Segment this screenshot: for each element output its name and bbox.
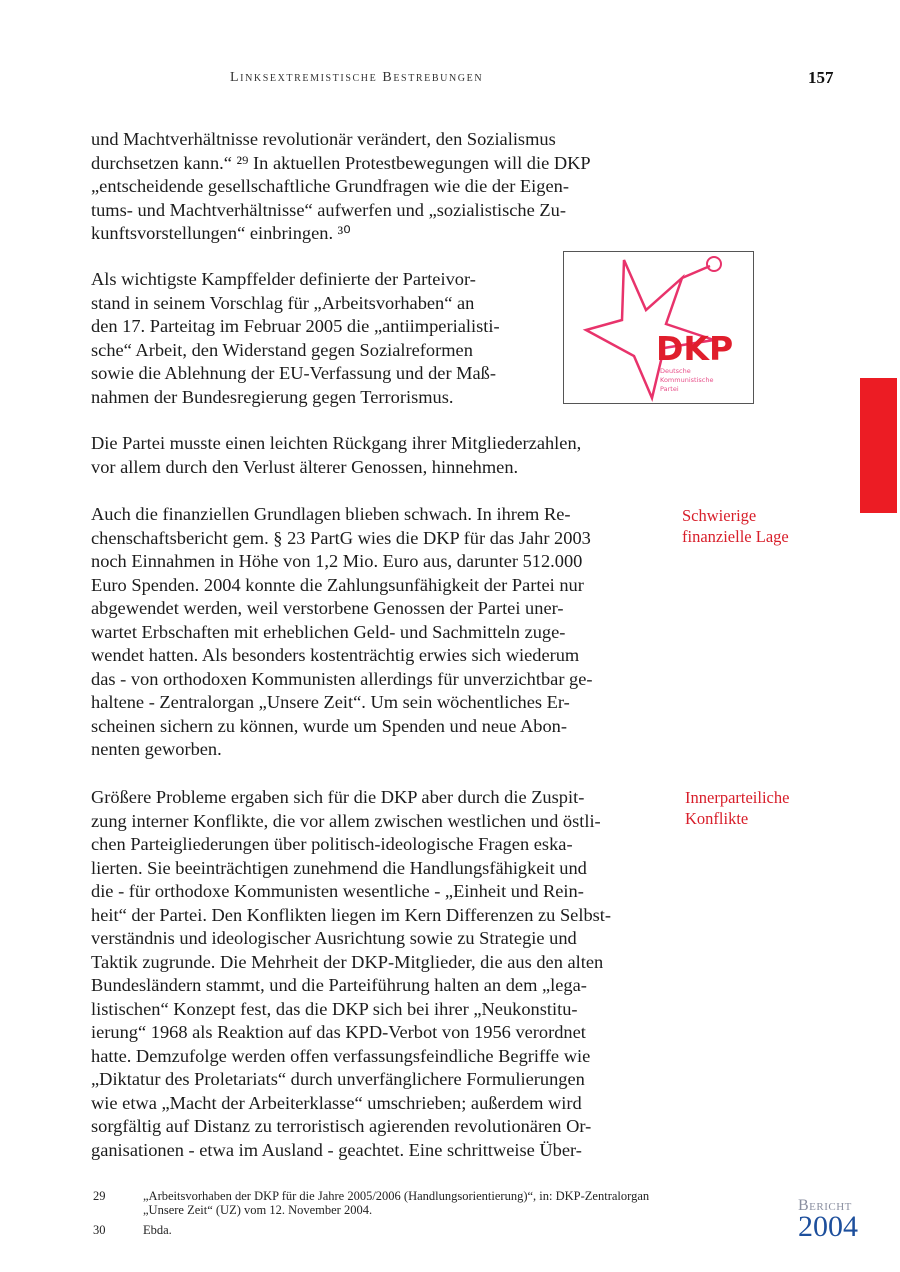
text-line: Auch die finanziellen Grundlagen blieben schwach. In ihrem Re- [91, 504, 571, 524]
logo-letters: DKP [656, 329, 734, 368]
logo-subtitle-1: Deutsche [660, 367, 691, 375]
paragraph-4 [91, 503, 661, 762]
text-line: Die Partei musste einen leichten Rückgang ihrer Mitgliederzahlen, [91, 433, 582, 453]
text-line: Als wichtigste Kampffelder definierte der Parteivor- [91, 269, 476, 289]
logo-subtitle-2: Kommunistische [660, 376, 714, 384]
text-line: verständnis und ideologischer Ausrichtung sowie zu Strategie und [91, 928, 577, 948]
text-line: das - von orthodoxen Kommunisten allerdings für unverzichtbar ge- [91, 668, 593, 689]
text-line: ierung“ 1968 als Reaktion auf das KPD-Verbot von 1956 verordnet [91, 1022, 586, 1042]
page-number: 157 [808, 68, 834, 87]
text-line: nenten geworben. [91, 739, 222, 759]
text-line: Größere Probleme ergaben sich für die DKP aber durch die Zuspit- [91, 787, 585, 807]
text-line: Euro Spenden. 2004 konnte die Zahlungsunfähigkeit der Partei nur [91, 574, 584, 595]
text-line: „Diktatur des Proletariats“ durch unverfänglichere Formulierungen [91, 1069, 585, 1089]
margin-note-line: Konflikte [685, 808, 749, 828]
text-line: noch Einnahmen in Höhe von 1,2 Mio. Euro aus, darunter 512.000 [91, 551, 583, 571]
dkp-star-fist-icon [564, 252, 753, 403]
footnote-text: „Arbeitsvorhaben der DKP für die Jahre 2005/2006 (Handlungsorientierung)“, in: DKP-Zentralorgan „Unsere Zeit“ (UZ) vom 12. November 2004. [143, 1189, 650, 1217]
text-line: wendet hatten. Als besonders kostenträchtig erwies sich wiederum [91, 645, 580, 665]
paragraph-5 [91, 786, 661, 1162]
text-line: zung interner Konflikte, die vor allem zwischen westlichen und östli- [91, 810, 601, 831]
text-line: wie etwa „Macht der Arbeiterklasse“ umschrieben; außerdem wird [91, 1092, 582, 1113]
text-line: chenschaftsbericht gem. § 23 PartG wies die DKP für das Jahr 2003 [91, 527, 591, 548]
footnote-number: 30 [93, 1223, 106, 1237]
text-line: haltene - Zentralorgan „Unsere Zeit“. Um sein wöchentliches Er- [91, 692, 570, 712]
footnotes [93, 1189, 673, 1243]
text-line: wartet Erbschaften mit erheblichen Geld- und Sachmitteln zuge- [91, 621, 566, 642]
brand-word: Bericht [798, 1197, 852, 1214]
text-line: scheinen sichern zu können, wurde um Spenden und neue Abon- [91, 715, 567, 736]
text-line: „entscheidende gesellschaftliche Grundfragen wie die der Eigen- [91, 176, 569, 196]
text-line: hatte. Demzufolge werden offen verfassungsfeindliche Begriffe wie [91, 1045, 591, 1066]
margin-note-financial [682, 506, 789, 547]
text-line: sche“ Arbeit, den Widerstand gegen Sozialreformen [91, 339, 473, 360]
text-line: und Machtverhältnisse revolutionär verändert, den Sozialismus [91, 129, 556, 149]
text-line: lierten. Sie beeinträchtigen zunehmend die Handlungsfähigkeit und [91, 857, 587, 878]
text-line: sorgfältig auf Distanz zu terroristisch agierenden revolutionären Or- [91, 1116, 592, 1136]
footnote-29 [93, 1189, 673, 1217]
text-line: chen Parteigliederungen über politisch-ideologische Fragen eska- [91, 834, 573, 854]
logo-subtitle-3: Partei [660, 385, 679, 393]
brand-year: 2004 [798, 1210, 858, 1243]
margin-note-conflicts [685, 788, 789, 829]
text-line: nahmen der Bundesregierung gegen Terrorismus. [91, 386, 454, 407]
margin-note-line: Schwierige [682, 506, 757, 525]
text-line: abgewendet werden, weil verstorbene Genossen der Partei uner- [91, 598, 564, 618]
running-head: Linksextremistische Bestrebungen [230, 70, 484, 85]
footnote-number: 29 [93, 1189, 106, 1203]
text-line: durchsetzen kann.“ ²⁹ In aktuellen Protestbewegungen will die DKP [91, 152, 591, 173]
text-line: sowie die Ablehnung der EU-Verfassung und der Maß- [91, 363, 497, 383]
margin-note-line: Innerparteiliche [685, 788, 790, 807]
report-brand [798, 1198, 858, 1241]
dkp-logo [563, 251, 754, 404]
chapter-tab-marker [860, 378, 897, 513]
text-line: tums- und Machtverhältnisse“ aufwerfen und „sozialistische Zu- [91, 199, 566, 220]
margin-note-line: finanzielle Lage [682, 526, 789, 546]
text-line: ganisationen - etwa im Ausland - geachtet. Eine schrittweise Über- [91, 1139, 582, 1160]
paragraph-1 [91, 128, 661, 246]
text-line: kunftsvorstellungen“ einbringen. ³⁰ [91, 223, 351, 243]
text-line: heit“ der Partei. Den Konflikten liegen im Kern Differenzen zu Selbst- [91, 904, 612, 925]
footnote-text: Ebda. [143, 1223, 172, 1237]
footnote-30 [93, 1223, 673, 1237]
paragraph-3 [91, 432, 661, 479]
text-line: den 17. Parteitag im Februar 2005 die „antiimperialisti- [91, 316, 500, 336]
text-line: listischen“ Konzept fest, das die DKP sich bei ihrer „Neukonstitu- [91, 998, 578, 1019]
text-line: die - für orthodoxe Kommunisten wesentliche - „Einheit und Rein- [91, 881, 584, 901]
text-line: Taktik zugrunde. Die Mehrheit der DKP-Mitglieder, die aus den alten [91, 951, 604, 972]
text-line: stand in seinem Vorschlag für „Arbeitsvorhaben“ an [91, 292, 475, 313]
text-line: Bundesländern stammt, und die Parteiführung halten an dem „lega- [91, 975, 587, 995]
text-line: vor allem durch den Verlust älterer Genossen, hinnehmen. [91, 456, 519, 477]
